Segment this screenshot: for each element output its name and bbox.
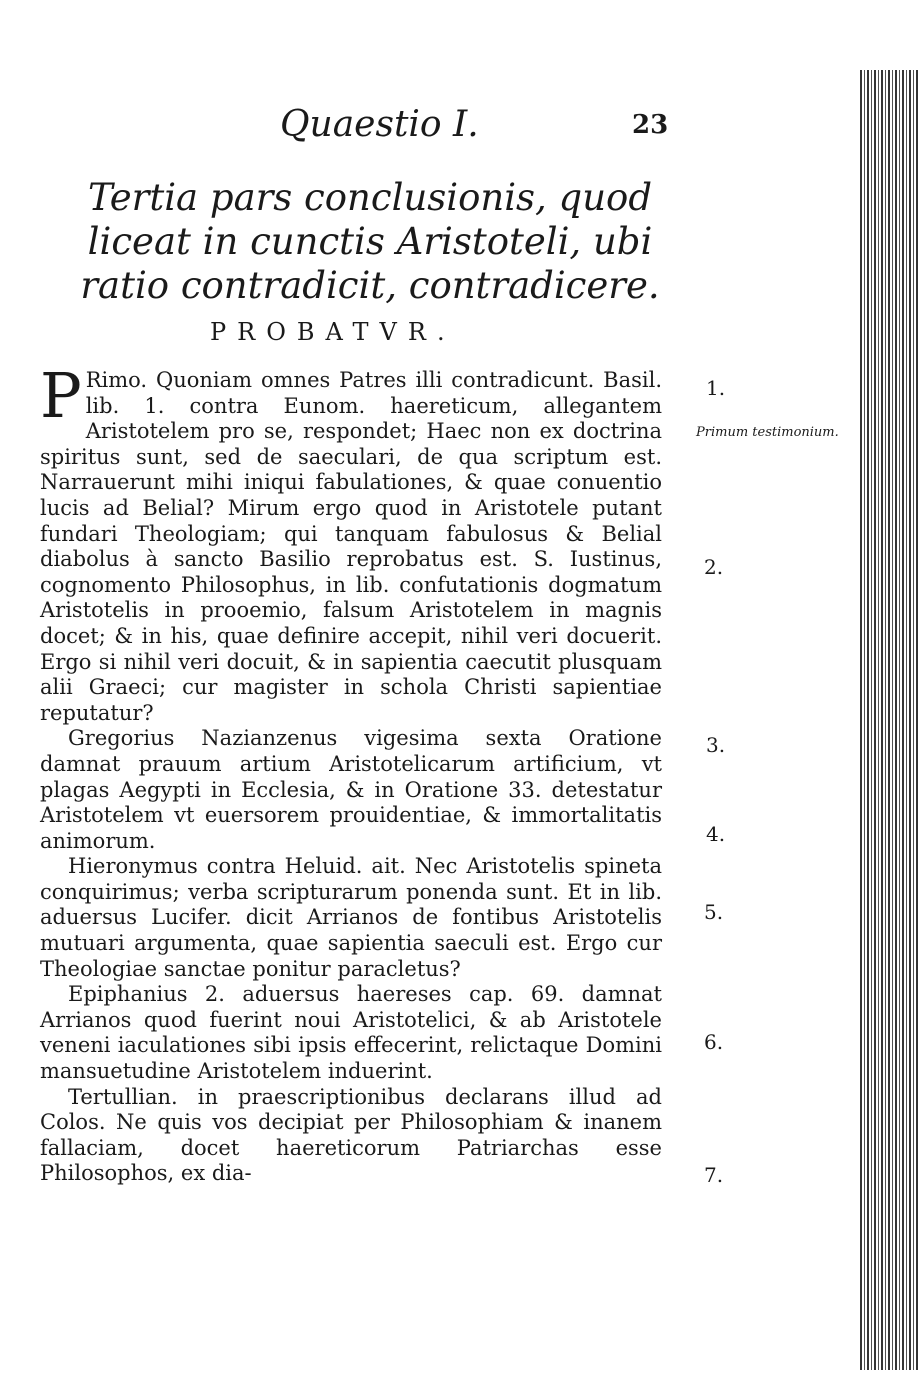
body-text xyxy=(40,359,662,1187)
book-gutter xyxy=(860,70,918,1370)
margin-number-3: 3. xyxy=(706,733,726,757)
proof-heading: PROBATVR. xyxy=(210,318,456,346)
margin-number-5: 5. xyxy=(704,900,724,924)
drop-cap: P xyxy=(40,359,82,432)
paragraph-5: Tertullian. in praescriptionibus declarans illud ad Colos. Ne quis vos decipiat per Philosophiam & inanem fallaciam, docet haereticorum Patriarchas esse Philosophos, ex dia- xyxy=(40,1084,662,1186)
margin-number-7: 7. xyxy=(704,1163,724,1187)
margin-number-6: 6. xyxy=(704,1030,724,1054)
running-head: Quaestio I. xyxy=(280,104,479,145)
margin-number-2: 2. xyxy=(704,555,724,579)
page-header xyxy=(0,100,918,160)
paragraph-3: Hieronymus contra Heluid. ait. Nec Aristotelis spineta conquirimus; verba scripturarum ponenda sunt. Et in lib. aduersus Lucifer. dicit Arrianos de fontibus Aristotelis mutuari argumenta, quae sapientia saeculi est. Ergo cur Theologiae sanctae ponitur paracletus? xyxy=(40,854,662,981)
margin-note-primum: Primum testimonium. xyxy=(696,425,839,440)
margin-number-1: 1. xyxy=(706,376,726,400)
paragraph-1-text: Rimo. Quoniam omnes Patres illi contradicunt. Basil. lib. 1. contra Eunom. haereticum, allegantem Aristotelem pro se, respondet; Haec non ex doctrina spiritus sunt, sed de saeculari, de qua scriptum est. Narrauerunt mihi iniqui fabulationes, & quae conuentio lucis ad Belial? Mirum ergo quod in Aristotele putant fundari Theologiam; qui tanquam fabulosus & Belial diabolus à sancto Basilio reprobatus est. S. Iustinus, cognomento Philosophus, in lib. confutationis dogmatum Aristotelis in prooemio, falsum Aristotelem in magnis docet; & in his, quae definire accepit, nihil veri docuerit. Ergo si nihil veri docuit, & in sapientia caecutit plusquam alii Graeci; cur magister in schola Christi sapientiae reputatur? xyxy=(40,368,662,725)
section-title: Tertia pars conclusionis, quod liceat in cunctis Aristoteli, ubi ratio contradicit, contradicere. xyxy=(80,176,660,307)
paragraph-4: Epiphanius 2. aduersus haereses cap. 69. damnat Arrianos quod fuerint noui Aristotelici, & ab Aristotele veneni iaculationes sibi ipsis effecerint, relictaque Domini mansuetudine Aristotelem induerint. xyxy=(40,982,662,1084)
paragraph-1 xyxy=(40,359,662,726)
page-number: 23 xyxy=(632,110,669,140)
margin-number-4: 4. xyxy=(706,822,726,846)
paragraph-2: Gregorius Nazianzenus vigesima sexta Oratione damnat prauum artium Aristotelicarum artificium, vt plagas Aegypti in Ecclesia, & in Oratione 33. detestatur Aristotelem vt euersorem prouidentiae, & immortalitatis animorum. xyxy=(40,726,662,853)
